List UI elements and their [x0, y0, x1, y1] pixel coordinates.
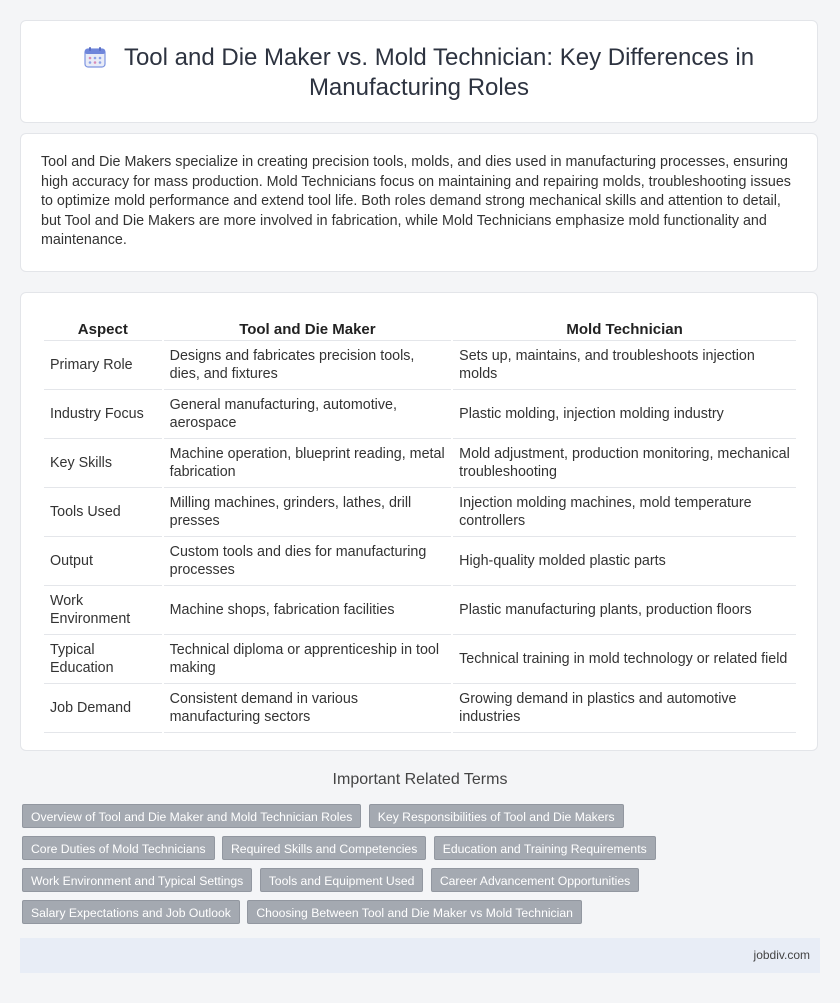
table-cell: High-quality molded plastic parts	[453, 537, 796, 586]
column-header: Mold Technician	[453, 314, 796, 341]
intro-card	[20, 133, 818, 272]
table-header-row	[44, 314, 796, 341]
table-cell: Technical training in mold technology or related field	[453, 635, 796, 684]
related-term-tag[interactable]: Choosing Between Tool and Die Maker vs Mold Technician	[247, 900, 582, 924]
table-row	[44, 390, 796, 439]
table-cell: Custom tools and dies for manufacturing processes	[164, 537, 452, 586]
table-row	[44, 684, 796, 733]
comparison-card	[20, 292, 818, 751]
header-card	[20, 20, 818, 123]
table-cell: Typical Education	[44, 635, 162, 684]
table-cell: Technical diploma or apprenticeship in tool making	[164, 635, 452, 684]
related-term-tag[interactable]: Career Advancement Opportunities	[431, 868, 639, 892]
table-row	[44, 586, 796, 635]
table-cell: Plastic manufacturing plants, production floors	[453, 586, 796, 635]
table-cell: Key Skills	[44, 439, 162, 488]
table-cell: Industry Focus	[44, 390, 162, 439]
page-title-text: Tool and Die Maker vs. Mold Technician: Key Differences in Manufacturing Roles	[123, 44, 755, 101]
related-term-tag[interactable]: Tools and Equipment Used	[260, 868, 424, 892]
column-header: Tool and Die Maker	[164, 314, 452, 341]
table-cell: Job Demand	[44, 684, 162, 733]
related-term-tag[interactable]: Salary Expectations and Job Outlook	[22, 900, 240, 924]
table-cell: General manufacturing, automotive, aerospace	[164, 390, 452, 439]
table-cell: Machine shops, fabrication facilities	[164, 586, 452, 635]
footer	[20, 938, 820, 973]
related-terms-tags	[22, 804, 822, 932]
calendar-icon	[84, 46, 106, 68]
table-cell: Consistent demand in various manufacturing sectors	[164, 684, 452, 733]
table-cell: Growing demand in plastics and automotive industries	[453, 684, 796, 733]
table-row	[44, 537, 796, 586]
page-title	[21, 43, 817, 103]
table-cell: Output	[44, 537, 162, 586]
related-term-tag[interactable]: Education and Training Requirements	[434, 836, 656, 860]
table-row	[44, 439, 796, 488]
table-cell: Injection molding machines, mold temperature controllers	[453, 488, 796, 537]
table-cell: Tools Used	[44, 488, 162, 537]
intro-text: Tool and Die Makers specialize in creating precision tools, molds, and dies used in manufacturing processes, ensuring high accuracy for mass production. Mold Technicians focus on maintaining and repairing molds, troubleshooting issues to optimize mold performance and extend tool life. Both roles demand strong mechanical skills and attention to detail, but Tool and Die Makers are more involved in fabrication, while Mold Technicians emphasize mold functionality and maintenance.	[41, 154, 791, 249]
related-terms-title: Important Related Terms	[332, 771, 508, 788]
table-cell: Work Environment	[44, 586, 162, 635]
table-cell: Machine operation, blueprint reading, metal fabrication	[164, 439, 452, 488]
related-term-tag[interactable]: Required Skills and Competencies	[222, 836, 426, 860]
table-cell: Sets up, maintains, and troubleshoots injection molds	[453, 341, 796, 390]
table-cell: Milling machines, grinders, lathes, drill presses	[164, 488, 452, 537]
related-term-tag[interactable]: Overview of Tool and Die Maker and Mold Technician Roles	[22, 804, 361, 828]
related-term-tag[interactable]: Key Responsibilities of Tool and Die Makers	[369, 804, 624, 828]
comparison-table	[42, 314, 798, 733]
table-cell: Plastic molding, injection molding industry	[453, 390, 796, 439]
table-cell: Mold adjustment, production monitoring, mechanical troubleshooting	[453, 439, 796, 488]
table-row	[44, 341, 796, 390]
table-row	[44, 488, 796, 537]
related-term-tag[interactable]: Core Duties of Mold Technicians	[22, 836, 215, 860]
table-row	[44, 635, 796, 684]
column-header: Aspect	[44, 314, 162, 341]
table-cell: Primary Role	[44, 341, 162, 390]
table-cell: Designs and fabricates precision tools, dies, and fixtures	[164, 341, 452, 390]
related-term-tag[interactable]: Work Environment and Typical Settings	[22, 868, 252, 892]
footer-site-link[interactable]: jobdiv.com	[753, 948, 810, 962]
